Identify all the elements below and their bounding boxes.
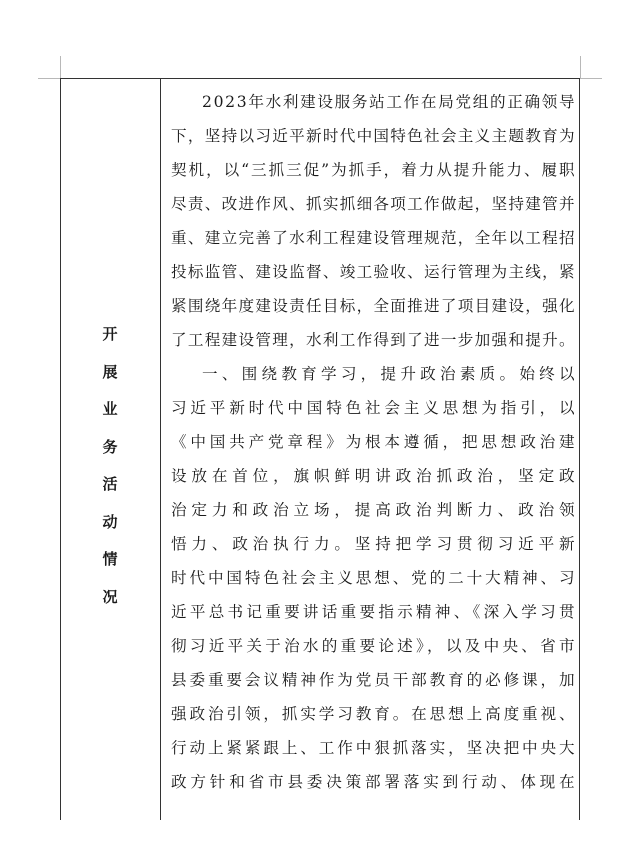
body-line-3: 契机，以“三抓三促”为抓手，着力从提升能力、履职 — [171, 161, 577, 179]
body-line-15: 时代中国特色社会主义思想、党的二十大精神、习 — [171, 569, 578, 587]
body-line-2: 下，坚持以习近平新时代中国特色社会主义主题教育为 — [171, 127, 576, 145]
body-line-14: 悟力、政治执行力。坚持把学习贯彻习近平新 — [171, 535, 580, 553]
body-line-4: 尽责、改进作风、抓实抓细各项工作做起，坚持建管并 — [171, 195, 576, 213]
body-line-17: 彻习近平关于治水的重要论述》，以及中央、省市 — [171, 637, 578, 655]
body-line-12: 设放在首位，旗帜鲜明讲政治抓政治，坚定政 — [171, 467, 580, 485]
body-line-9: 一、围绕教育学习，提升政治素质。始终以 — [202, 365, 579, 383]
label-char: 务 — [102, 437, 118, 456]
label-char: 情 — [102, 550, 118, 568]
label-char: 业 — [102, 400, 118, 418]
label-char: 展 — [102, 362, 118, 381]
content-cell — [161, 79, 580, 820]
body-line-16: 近平总书记重要讲话重要指示精神、《深入学习贯 — [171, 603, 578, 621]
body-line-6: 投标监管、建设监督、竣工验收、运行管理为主线，紧 — [171, 263, 576, 281]
body-line-10: 习近平新时代中国特色社会主义思想为指引，以 — [171, 399, 579, 417]
body-line-8: 了工程建设管理，水利工作得到了进一步加强和提升。 — [171, 331, 576, 349]
body-line-7: 紧围绕年度建设责任目标，全面推进了项目建设，强化 — [171, 297, 576, 315]
label-cell — [61, 79, 160, 820]
body-line-1: 2023年水利建设服务站工作在局党组的正确领导 — [202, 93, 577, 111]
label-char: 况 — [102, 587, 118, 606]
body-line-18: 县委重要会议精神作为党员干部教育的必修课，加 — [171, 671, 578, 689]
body-line-5: 重、建立完善了水利工程建设管理规范，全年以工程招 — [171, 229, 576, 247]
crop-mark-top-left-v — [60, 56, 61, 78]
body-line-19: 强政治引领，抓实学习教育。在思想上高度重视、 — [171, 705, 578, 723]
body-line-11: 《中国共产党章程》为根本遵循，把思想政治建 — [171, 433, 579, 451]
label-char: 活 — [102, 475, 118, 493]
body-line-13: 治定力和政治立场，提高政治判断力、政治领 — [171, 501, 580, 519]
vertical-label — [98, 327, 122, 627]
crop-mark-top-right-v — [580, 56, 581, 78]
activity-table — [60, 78, 580, 820]
body-line-20: 行动上紧紧跟上、工作中狠抓落实，坚决把中央大 — [171, 739, 578, 757]
crop-mark-top-left-h — [38, 78, 60, 79]
body-line-21: 政方针和省市县委决策部署落实到行动、体现在 — [171, 773, 579, 791]
crop-mark-top-right-h — [580, 78, 602, 79]
label-char: 开 — [102, 325, 118, 343]
label-char: 动 — [102, 512, 118, 531]
